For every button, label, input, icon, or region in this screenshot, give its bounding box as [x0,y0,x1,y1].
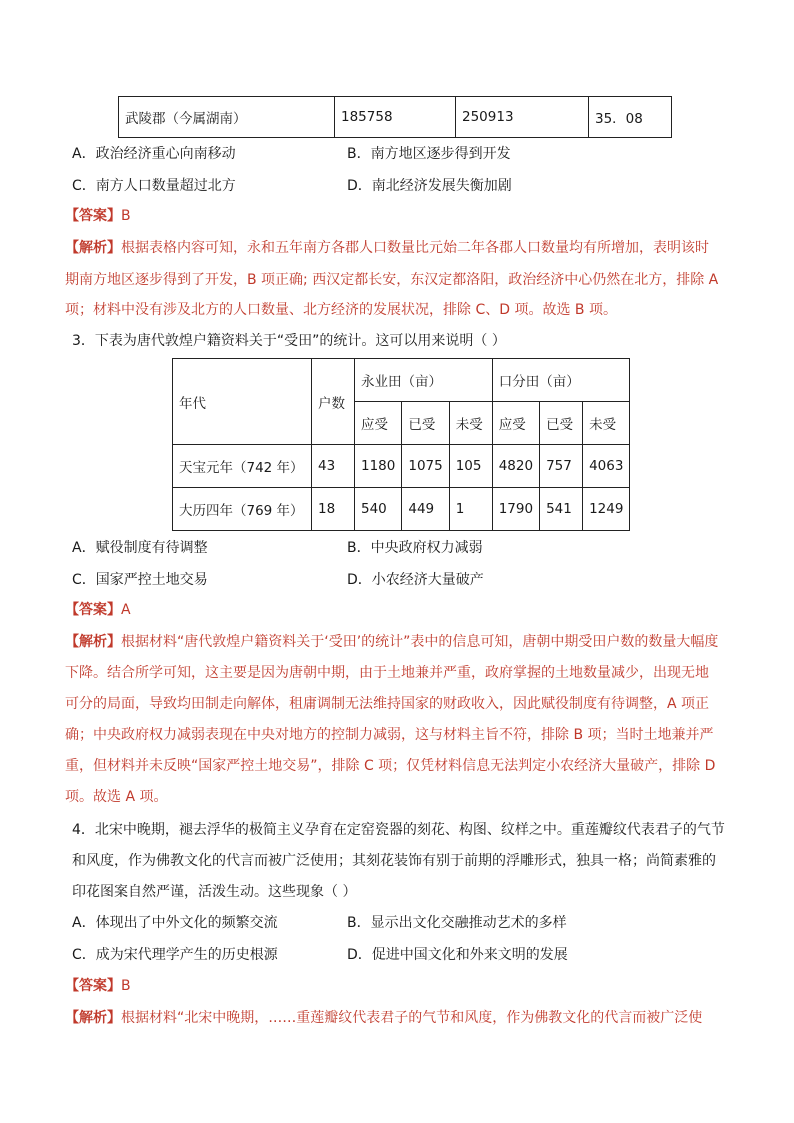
sub-header: 未受 [583,402,630,445]
option-d: D．小农经济大量破产 [347,572,484,588]
analysis-label: 【解析】 [65,634,121,650]
option-a: A．赋役制度有待调整 [72,540,208,556]
table-cell: 1075 [402,445,449,488]
analysis-line: 项；材料中没有涉及北方的人口数量、北方经济的发展状况，排除 C、D 项。故选 B 项。 [65,302,617,318]
answer-line [65,206,131,226]
question-stem: 4．北宋中晚期，褪去浮华的极简主义孕育在定窑瓷器的刻花、构图、纹样之中。重莲瓣纹代表君子的气节 [72,822,725,838]
table-cell: 250913 [456,97,589,138]
question-stem: 3．下表为唐代敦煌户籍资料关于“受田”的统计。这可以用来说明（ ） [72,333,506,349]
table-cell: 1180 [355,445,402,488]
table-row [173,445,630,488]
answer-line [65,600,131,620]
table-row [173,359,630,402]
table-cell: 1 [449,488,492,531]
analysis-line: 重，但材料并未反映“国家严控土地交易”，排除 C 项；仅凭材料信息无法判定小农经济大量破产，排除 D [65,758,716,774]
sub-header: 应受 [492,402,539,445]
analysis-line: 下降。结合所学可知，这主要是因为唐朝中期，由于土地兼并严重，政府掌握的土地数量减少，出现无地 [65,665,709,681]
sub-header: 未受 [449,402,492,445]
table-cell: 大历四年（769 年） [173,488,312,531]
table-cell: 43 [312,445,355,488]
table-cell: 天宝元年（742 年） [173,445,312,488]
table-row [119,97,672,138]
analysis-line: 【解析】根据材料“唐代敦煌户籍资料关于‘受田’的统计”表中的信息可知，唐朝中期受田户数的数量大幅度 [65,634,719,650]
table-cell: 1790 [492,488,539,531]
option-d: D．南北经济发展失衡加剧 [347,178,512,194]
table-cell: 541 [540,488,583,531]
option-d: D．促进中国文化和外来文明的发展 [347,947,568,963]
sub-header: 已受 [402,402,449,445]
header-group1: 永业田（亩） [355,359,493,402]
population-table [118,96,672,138]
header-group2: 口分田（亩） [492,359,630,402]
answer-label: 【答案】 [65,978,121,994]
table-cell: 1249 [583,488,630,531]
question-stem: 印花图案自然严谨，活泼生动。这些现象（ ） [72,884,357,900]
option-c: C．南方人口数量超过北方 [72,178,236,194]
option-a: A．政治经济重心向南移动 [72,146,236,162]
header-households: 户数 [312,359,355,445]
land-table [172,358,630,531]
analysis-line: 确；中央政府权力减弱表现在中央对地方的控制力减弱，这与材料主旨不符，排除 B 项；当时土地兼并严 [65,727,714,743]
table-cell: 武陵郡（今属湖南） [119,97,335,138]
answer-line [65,976,131,996]
analysis-label: 【解析】 [65,1010,121,1026]
table-cell: 4063 [583,445,630,488]
table-cell: 105 [449,445,492,488]
table-cell: 35．08 [589,97,672,138]
option-a: A．体现出了中外文化的频繁交流 [72,915,278,931]
option-b: B．中央政府权力减弱 [347,540,483,556]
analysis-line: 期南方地区逐步得到了开发，B 项正确; 西汉定都长安，东汉定都洛阳，政治经济中心仍然在北方，排除 A [65,272,719,288]
option-c: C．成为宋代理学产生的历史根源 [72,947,278,963]
table-cell: 540 [355,488,402,531]
sub-header: 已受 [540,402,583,445]
sub-header: 应受 [355,402,402,445]
table-cell: 449 [402,488,449,531]
analysis-line: 项。故选 A 项。 [65,789,168,805]
question-stem: 和风度，作为佛教文化的代言而被广泛使用；其刻花装饰有别于前期的浮雕形式，独具一格；尚简素雅的 [72,853,716,869]
analysis-line: 可分的局面，导致均田制走向解体，租庸调制无法维持国家的财政收入，因此赋役制度有待调整，A 项正 [65,696,710,712]
analysis-label: 【解析】 [65,240,121,256]
answer-value: B [121,978,131,994]
table-cell: 185758 [335,97,456,138]
analysis-line: 【解析】根据表格内容可知，永和五年南方各郡人口数量比元始二年各郡人口数量均有所增加，表明该时 [65,240,709,256]
answer-label: 【答案】 [65,208,121,224]
option-c: C．国家严控土地交易 [72,572,208,588]
table-cell: 4820 [492,445,539,488]
answer-value: A [121,602,131,618]
table-cell: 18 [312,488,355,531]
analysis-line: 【解析】根据材料“北宋中晚期，……重莲瓣纹代表君子的气节和风度，作为佛教文化的代言而被广泛使 [65,1010,703,1026]
option-b: B．显示出文化交融推动艺术的多样 [347,915,567,931]
header-year: 年代 [173,359,312,445]
answer-value: B [121,208,131,224]
table-cell: 757 [540,445,583,488]
table-row [173,488,630,531]
option-b: B．南方地区逐步得到开发 [347,146,511,162]
answer-label: 【答案】 [65,602,121,618]
